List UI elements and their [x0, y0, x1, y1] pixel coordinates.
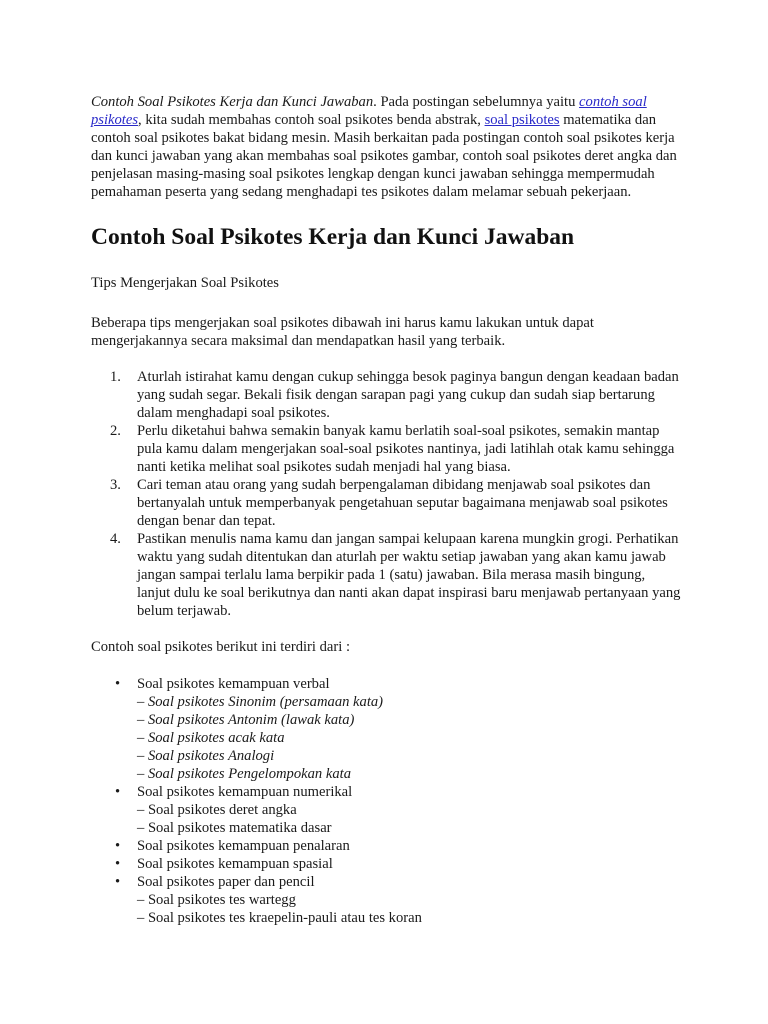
category-item-verbal	[91, 675, 681, 783]
categories-title: Contoh soal psikotes berikut ini terdiri dari :	[91, 639, 351, 655]
category-label: Soal psikotes kemampuan verbal	[137, 676, 330, 692]
category-item-penalaran	[91, 837, 681, 855]
category-label: Soal psikotes kemampuan numerikal	[137, 784, 353, 800]
bullet-icon: •	[115, 856, 121, 872]
subcategory-item: – Soal psikotes tes kraepelin-pauli atau tes koran	[137, 910, 422, 926]
tip-number: 3.	[110, 477, 121, 493]
tip-text: Pastikan menulis nama kamu dan jangan sampai kelupaan karena mungkin grogi. Perhatikan waktu yang sudah ditentukan dan aturlah per waktu setiap jawaban yang akan kamu jawab jangan sampai terlalu lama berpikir pada 1 (satu) jawaban. Bila merasa masih bingung, lanjut dulu ke soal berikutnya dan nanti akan dapat inspirasi baru menjawab pertanyaan yang belum terjawab.	[137, 531, 681, 619]
category-label: Soal psikotes paper dan pencil	[137, 874, 315, 890]
tip-item	[91, 530, 681, 620]
article-heading: Contoh Soal Psikotes Kerja dan Kunci Jawaban	[91, 224, 575, 250]
bullet-icon: •	[115, 676, 121, 692]
tip-text: Cari teman atau orang yang sudah berpengalaman dibidang menjawab soal psikotes dan bertanyalah untuk memperbanyak pengetahuan seputar bagaimana menjawab soal psikotes dengan benar dan tepat.	[137, 477, 668, 529]
tip-number: 2.	[110, 423, 121, 439]
tip-number: 4.	[110, 531, 121, 547]
categories-list	[91, 675, 681, 927]
tip-item	[91, 476, 681, 530]
tip-item	[91, 368, 681, 422]
intro-text-3: matematika dan contoh soal psikotes bakat bidang mesin. Masih berkaitan pada postingan contoh soal psikotes kerja dan kunci jawaban yang akan membahas soal psikotes gambar, contoh soal psikotes deret angka dan penjelasan masing-masing soal psikotes lengkap dengan kunci jawaban sehingga mempermudah pemahaman peserta yang sedang menghadapi tes psikotes dalam melamar sebuah pekerjaan.	[91, 112, 677, 200]
tips-list	[91, 368, 681, 620]
article-body	[91, 93, 681, 927]
category-item-spasial	[91, 855, 681, 873]
subcategory-item: – Soal psikotes acak kata	[137, 730, 285, 746]
subcategory-item: – Soal psikotes Antonim (lawak kata)	[137, 712, 355, 728]
subcategory-item: – Soal psikotes Analogi	[137, 748, 275, 764]
tip-number: 1.	[110, 369, 121, 385]
link-contoh-soal-psikotes[interactable]: contoh soal psikotes	[91, 94, 647, 128]
tips-intro: Beberapa tips mengerjakan soal psikotes dibawah ini harus kamu lakukan untuk dapat mengerjakannya secara maksimal dan mendapatkan hasil yang terbaik.	[91, 315, 594, 349]
category-label: Soal psikotes kemampuan penalaran	[137, 838, 350, 854]
intro-text-2: , kita sudah membahas contoh soal psikotes benda abstrak,	[138, 112, 485, 128]
tip-text: Perlu diketahui bahwa semakin banyak kamu berlatih soal-soal psikotes, semakin mantap pula kamu dalam mengerjakan soal-soal psikotes nantinya, jadi latihlah otak kamu sehingga nanti ketika melihat soal psikotes sudah menjadi hal yang biasa.	[137, 423, 675, 475]
subcategory-item: – Soal psikotes deret angka	[137, 802, 297, 818]
subcategory-item: – Soal psikotes Pengelompokan kata	[137, 766, 351, 782]
tip-item	[91, 422, 681, 476]
category-label: Soal psikotes kemampuan spasial	[137, 856, 333, 872]
tips-title: Tips Mengerjakan Soal Psikotes	[91, 275, 279, 291]
bullet-icon: •	[115, 838, 121, 854]
link-soal-psikotes[interactable]: soal psikotes	[484, 112, 560, 128]
category-item-numerikal	[91, 783, 681, 837]
subcategory-item: – Soal psikotes Sinonim (persamaan kata)	[137, 694, 384, 710]
subcategory-item: – Soal psikotes tes wartegg	[137, 892, 296, 908]
tip-text: Aturlah istirahat kamu dengan cukup sehingga besok paginya bangun dengan keadaan badan yang sudah segar. Bekali fisik dengan sarapan pagi yang cukup dan sudah siap bertarung dalam menghadapi soal psikotes.	[137, 369, 679, 421]
intro-text-1: . Pada postingan sebelumnya yaitu	[373, 94, 580, 110]
bullet-icon: •	[115, 784, 121, 800]
intro-paragraph	[91, 93, 681, 201]
bullet-icon: •	[115, 874, 121, 890]
subcategory-item: – Soal psikotes matematika dasar	[137, 820, 332, 836]
intro-lead: Contoh Soal Psikotes Kerja dan Kunci Jawaban	[91, 94, 374, 110]
category-item-paper-pencil	[91, 873, 681, 927]
